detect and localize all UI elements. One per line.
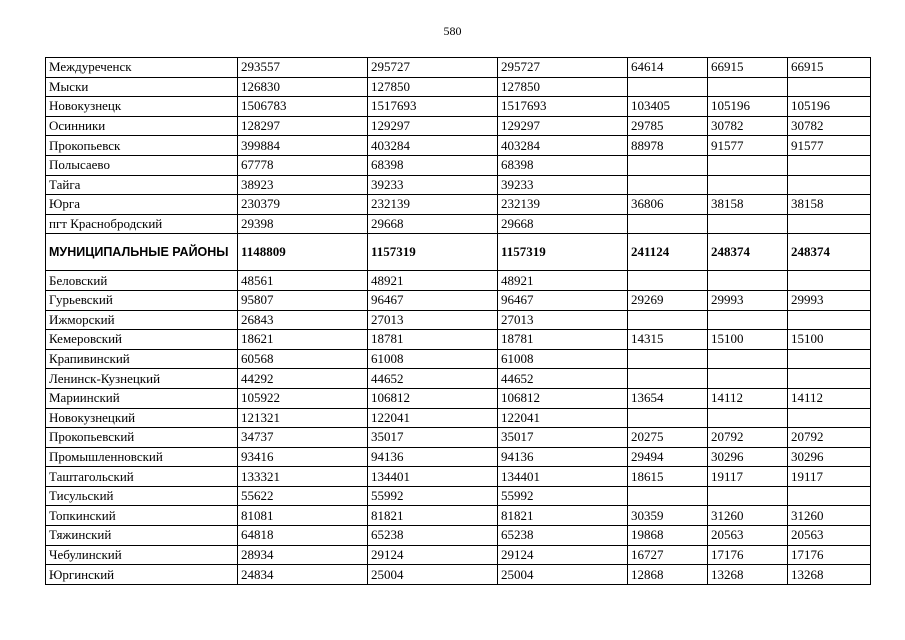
row-name-cell: Кемеровский [46, 330, 238, 350]
value-cell: 29785 [628, 116, 708, 136]
value-cell: 30359 [628, 506, 708, 526]
value-cell: 13268 [708, 565, 788, 585]
table-row [46, 330, 871, 350]
value-cell: 29993 [708, 290, 788, 310]
table-row [46, 290, 871, 310]
value-cell [788, 214, 871, 234]
value-cell: 34737 [238, 428, 368, 448]
value-cell: 12868 [628, 565, 708, 585]
value-cell: 403284 [498, 136, 628, 156]
value-cell: 128297 [238, 116, 368, 136]
value-cell: 18781 [368, 330, 498, 350]
table-row [46, 175, 871, 195]
value-cell: 1148809 [238, 234, 368, 271]
value-cell: 232139 [498, 195, 628, 215]
value-cell: 39233 [368, 175, 498, 195]
value-cell: 14112 [788, 388, 871, 408]
table-row [46, 214, 871, 234]
value-cell: 13654 [628, 388, 708, 408]
value-cell: 48921 [498, 271, 628, 291]
table-row [46, 506, 871, 526]
value-cell: 88978 [628, 136, 708, 156]
value-cell: 91577 [708, 136, 788, 156]
value-cell: 64614 [628, 58, 708, 78]
table-row [46, 195, 871, 215]
value-cell [628, 175, 708, 195]
value-cell: 19868 [628, 526, 708, 546]
value-cell: 16727 [628, 545, 708, 565]
value-cell: 103405 [628, 97, 708, 117]
value-cell [788, 369, 871, 389]
value-cell: 94136 [368, 447, 498, 467]
value-cell: 105196 [708, 97, 788, 117]
value-cell: 14112 [708, 388, 788, 408]
row-name-cell: Таштагольский [46, 467, 238, 487]
value-cell [628, 486, 708, 506]
value-cell [628, 310, 708, 330]
row-name-cell: Осинники [46, 116, 238, 136]
value-cell [788, 175, 871, 195]
value-cell: 126830 [238, 77, 368, 97]
value-cell: 39233 [498, 175, 628, 195]
value-cell: 127850 [368, 77, 498, 97]
value-cell: 18615 [628, 467, 708, 487]
value-cell: 55992 [368, 486, 498, 506]
row-name-cell: Тяжинский [46, 526, 238, 546]
value-cell: 65238 [498, 526, 628, 546]
value-cell: 44292 [238, 369, 368, 389]
table-row [46, 310, 871, 330]
value-cell [708, 271, 788, 291]
value-cell: 29269 [628, 290, 708, 310]
value-cell [708, 349, 788, 369]
row-name-cell: Новокузнецкий [46, 408, 238, 428]
value-cell: 403284 [368, 136, 498, 156]
table-row [46, 467, 871, 487]
row-name-cell: Мариинский [46, 388, 238, 408]
table-row [46, 155, 871, 175]
table-row [46, 97, 871, 117]
value-cell: 81821 [498, 506, 628, 526]
row-name-cell: Тисульский [46, 486, 238, 506]
value-cell: 29494 [628, 447, 708, 467]
value-cell [708, 77, 788, 97]
value-cell [788, 310, 871, 330]
value-cell: 30782 [788, 116, 871, 136]
value-cell: 26843 [238, 310, 368, 330]
value-cell [708, 408, 788, 428]
value-cell: 134401 [498, 467, 628, 487]
value-cell: 1157319 [498, 234, 628, 271]
value-cell [628, 349, 708, 369]
value-cell [788, 271, 871, 291]
value-cell: 241124 [628, 234, 708, 271]
row-name-cell: Чебулинский [46, 545, 238, 565]
value-cell [628, 271, 708, 291]
value-cell: 29993 [788, 290, 871, 310]
value-cell [708, 310, 788, 330]
section-heading-cell: МУНИЦИПАЛЬНЫЕ РАЙОНЫ [46, 234, 238, 271]
value-cell: 55622 [238, 486, 368, 506]
value-cell: 91577 [788, 136, 871, 156]
row-name-cell: Беловский [46, 271, 238, 291]
value-cell [788, 77, 871, 97]
row-name-cell: Тайга [46, 175, 238, 195]
value-cell: 28934 [238, 545, 368, 565]
value-cell [788, 408, 871, 428]
value-cell: 248374 [788, 234, 871, 271]
value-cell: 295727 [368, 58, 498, 78]
value-cell: 44652 [368, 369, 498, 389]
row-name-cell: Ижморский [46, 310, 238, 330]
row-name-cell: Промышленновский [46, 447, 238, 467]
page-number: 580 [443, 24, 462, 38]
value-cell: 232139 [368, 195, 498, 215]
value-cell: 67778 [238, 155, 368, 175]
row-name-cell: Ленинск-Кузнецкий [46, 369, 238, 389]
value-cell: 38158 [708, 195, 788, 215]
value-cell: 295727 [498, 58, 628, 78]
value-cell: 81081 [238, 506, 368, 526]
value-cell: 38923 [238, 175, 368, 195]
value-cell: 24834 [238, 565, 368, 585]
value-cell: 96467 [498, 290, 628, 310]
value-cell: 31260 [708, 506, 788, 526]
value-cell: 15100 [788, 330, 871, 350]
value-cell: 105196 [788, 97, 871, 117]
value-cell: 17176 [708, 545, 788, 565]
value-cell: 35017 [368, 428, 498, 448]
value-cell: 230379 [238, 195, 368, 215]
value-cell: 105922 [238, 388, 368, 408]
value-cell [708, 175, 788, 195]
value-cell: 1157319 [368, 234, 498, 271]
value-cell [628, 214, 708, 234]
value-cell: 399884 [238, 136, 368, 156]
table-row [46, 447, 871, 467]
value-cell [628, 408, 708, 428]
value-cell: 122041 [368, 408, 498, 428]
value-cell: 133321 [238, 467, 368, 487]
value-cell: 29668 [498, 214, 628, 234]
row-name-cell: Юргинский [46, 565, 238, 585]
row-name-cell: пгт Краснобродский [46, 214, 238, 234]
value-cell: 30296 [788, 447, 871, 467]
data-table [45, 57, 871, 585]
value-cell: 65238 [368, 526, 498, 546]
value-cell: 29124 [498, 545, 628, 565]
value-cell: 18781 [498, 330, 628, 350]
value-cell: 127850 [498, 77, 628, 97]
value-cell: 121321 [238, 408, 368, 428]
value-cell [708, 214, 788, 234]
row-name-cell: Междуреченск [46, 58, 238, 78]
value-cell: 20563 [788, 526, 871, 546]
value-cell: 48561 [238, 271, 368, 291]
value-cell [708, 369, 788, 389]
value-cell: 61008 [498, 349, 628, 369]
value-cell: 20792 [708, 428, 788, 448]
value-cell [788, 155, 871, 175]
row-name-cell: Мыски [46, 77, 238, 97]
value-cell: 68398 [368, 155, 498, 175]
value-cell [628, 77, 708, 97]
value-cell: 27013 [498, 310, 628, 330]
value-cell: 20792 [788, 428, 871, 448]
value-cell: 1517693 [498, 97, 628, 117]
value-cell: 14315 [628, 330, 708, 350]
table-row [46, 271, 871, 291]
row-name-cell: Прокопьевский [46, 428, 238, 448]
table-row [46, 369, 871, 389]
value-cell: 68398 [498, 155, 628, 175]
value-cell: 129297 [498, 116, 628, 136]
value-cell: 31260 [788, 506, 871, 526]
value-cell: 20275 [628, 428, 708, 448]
value-cell [628, 155, 708, 175]
value-cell: 96467 [368, 290, 498, 310]
value-cell [708, 486, 788, 506]
value-cell: 19117 [788, 467, 871, 487]
table-body [46, 58, 871, 585]
value-cell: 27013 [368, 310, 498, 330]
value-cell: 30782 [708, 116, 788, 136]
value-cell: 25004 [368, 565, 498, 585]
table-row [46, 486, 871, 506]
table-row [46, 408, 871, 428]
row-name-cell: Топкинский [46, 506, 238, 526]
row-name-cell: Новокузнецк [46, 97, 238, 117]
value-cell: 13268 [788, 565, 871, 585]
value-cell: 66915 [708, 58, 788, 78]
value-cell: 60568 [238, 349, 368, 369]
value-cell: 134401 [368, 467, 498, 487]
value-cell: 17176 [788, 545, 871, 565]
table-row [46, 58, 871, 78]
value-cell [788, 486, 871, 506]
value-cell: 55992 [498, 486, 628, 506]
value-cell: 61008 [368, 349, 498, 369]
value-cell: 25004 [498, 565, 628, 585]
value-cell: 36806 [628, 195, 708, 215]
value-cell: 20563 [708, 526, 788, 546]
value-cell: 93416 [238, 447, 368, 467]
value-cell: 122041 [498, 408, 628, 428]
value-cell: 35017 [498, 428, 628, 448]
table-row [46, 349, 871, 369]
value-cell [628, 369, 708, 389]
value-cell: 29398 [238, 214, 368, 234]
value-cell: 248374 [708, 234, 788, 271]
table-row [46, 545, 871, 565]
row-name-cell: Крапивинский [46, 349, 238, 369]
row-name-cell: Гурьевский [46, 290, 238, 310]
row-name-cell: Прокопьевск [46, 136, 238, 156]
value-cell: 106812 [498, 388, 628, 408]
row-name-cell: Юрга [46, 195, 238, 215]
value-cell: 44652 [498, 369, 628, 389]
table-row [46, 526, 871, 546]
table-row-section-total [46, 234, 871, 271]
value-cell: 15100 [708, 330, 788, 350]
table-row [46, 136, 871, 156]
value-cell: 129297 [368, 116, 498, 136]
value-cell: 19117 [708, 467, 788, 487]
value-cell [708, 155, 788, 175]
value-cell: 1506783 [238, 97, 368, 117]
value-cell: 66915 [788, 58, 871, 78]
value-cell: 64818 [238, 526, 368, 546]
table-row [46, 428, 871, 448]
table-row [46, 116, 871, 136]
value-cell [788, 349, 871, 369]
value-cell: 30296 [708, 447, 788, 467]
value-cell: 1517693 [368, 97, 498, 117]
value-cell: 18621 [238, 330, 368, 350]
value-cell: 94136 [498, 447, 628, 467]
value-cell: 106812 [368, 388, 498, 408]
value-cell: 29668 [368, 214, 498, 234]
value-cell: 81821 [368, 506, 498, 526]
value-cell: 293557 [238, 58, 368, 78]
value-cell: 29124 [368, 545, 498, 565]
value-cell: 48921 [368, 271, 498, 291]
table-row [46, 565, 871, 585]
table-row [46, 388, 871, 408]
value-cell: 95807 [238, 290, 368, 310]
value-cell: 38158 [788, 195, 871, 215]
row-name-cell: Полысаево [46, 155, 238, 175]
table-row [46, 77, 871, 97]
